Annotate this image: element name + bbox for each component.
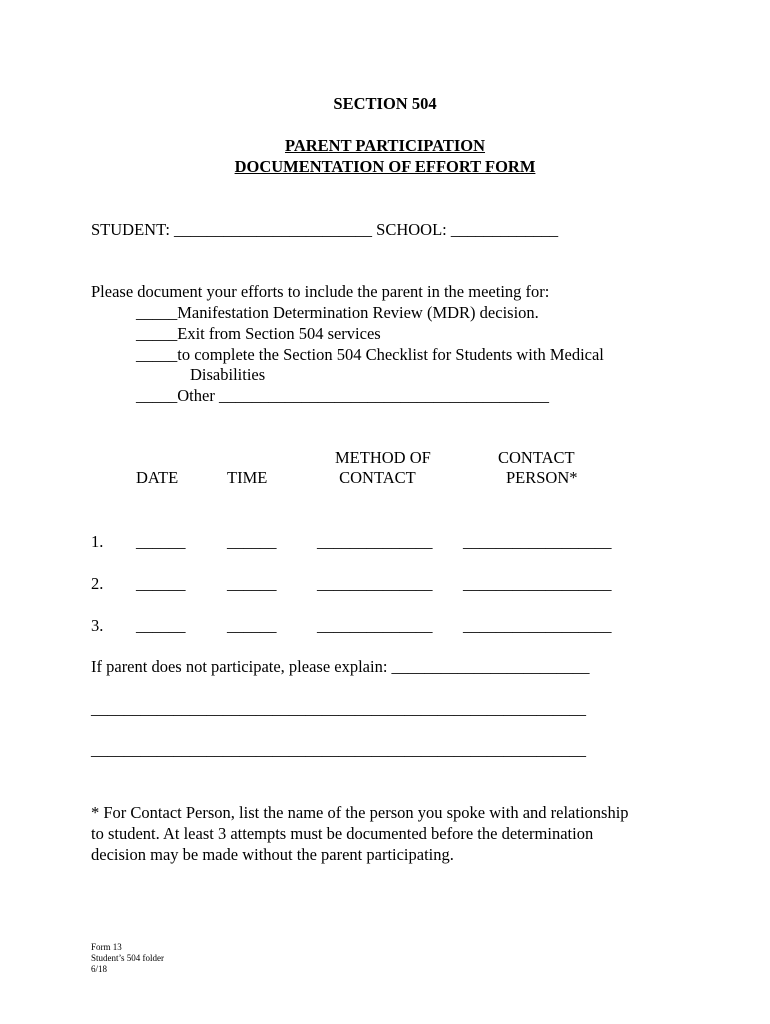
row-method-field[interactable]: ______________ bbox=[317, 532, 433, 551]
footer-folder: Student’s 504 folder bbox=[91, 953, 164, 963]
explain-field[interactable]: If parent does not participate, please explain: ________________________ bbox=[91, 657, 590, 676]
section-heading: SECTION 504 bbox=[333, 94, 437, 113]
row-date-field[interactable]: ______ bbox=[136, 616, 186, 635]
header-contact-line2: PERSON* bbox=[506, 468, 578, 487]
row-person-field[interactable]: __________________ bbox=[463, 574, 612, 593]
form-title-line2-text: DOCUMENTATION OF EFFORT FORM bbox=[234, 157, 536, 176]
footnote-line3: decision may be made without the parent participating. bbox=[91, 845, 454, 864]
header-contact-line1: CONTACT bbox=[498, 448, 575, 467]
row-number: 2. bbox=[91, 574, 104, 593]
instructions-intro: Please document your efforts to include the parent in the meeting for: bbox=[91, 282, 550, 301]
row-method-field[interactable]: ______________ bbox=[317, 574, 433, 593]
row-number: 3. bbox=[91, 616, 104, 635]
header-method-line1: METHOD OF bbox=[335, 448, 431, 467]
row-method-field[interactable]: ______________ bbox=[317, 616, 433, 635]
explain-line-1[interactable]: ____________________________________________________________ bbox=[91, 699, 586, 718]
row-number: 1. bbox=[91, 532, 104, 551]
form-title-line2 bbox=[0, 157, 770, 177]
form-title-line1 bbox=[0, 136, 770, 156]
option-checklist-cont: Disabilities bbox=[190, 365, 266, 384]
option-checklist[interactable]: _____to complete the Section 504 Checklist for Students with Medical bbox=[136, 345, 604, 364]
form-title-line1-text: PARENT PARTICIPATION bbox=[284, 136, 486, 155]
row-person-field[interactable]: __________________ bbox=[463, 532, 612, 551]
row-person-field[interactable]: __________________ bbox=[463, 616, 612, 635]
footnote-line1: * For Contact Person, list the name of the person you spoke with and relationship bbox=[91, 803, 629, 822]
option-mdr[interactable]: _____Manifestation Determination Review (MDR) decision. bbox=[136, 303, 539, 322]
footnote-line2: to student. At least 3 attempts must be documented before the determination bbox=[91, 824, 594, 843]
row-date-field[interactable]: ______ bbox=[136, 532, 186, 551]
header-date: DATE bbox=[136, 468, 179, 487]
footer-date: 6/18 bbox=[91, 964, 108, 974]
row-time-field[interactable]: ______ bbox=[227, 532, 277, 551]
row-time-field[interactable]: ______ bbox=[227, 616, 277, 635]
footer-form-number: Form 13 bbox=[91, 942, 122, 952]
student-school-field[interactable]: STUDENT: ________________________ SCHOOL: _____________ bbox=[91, 220, 559, 239]
explain-line-2[interactable]: ____________________________________________________________ bbox=[91, 740, 586, 759]
row-time-field[interactable]: ______ bbox=[227, 574, 277, 593]
header-time: TIME bbox=[227, 468, 268, 487]
option-exit[interactable]: _____Exit from Section 504 services bbox=[136, 324, 381, 343]
option-other[interactable]: _____Other ________________________________________ bbox=[136, 386, 549, 405]
row-date-field[interactable]: ______ bbox=[136, 574, 186, 593]
header-method-line2: CONTACT bbox=[335, 468, 416, 487]
